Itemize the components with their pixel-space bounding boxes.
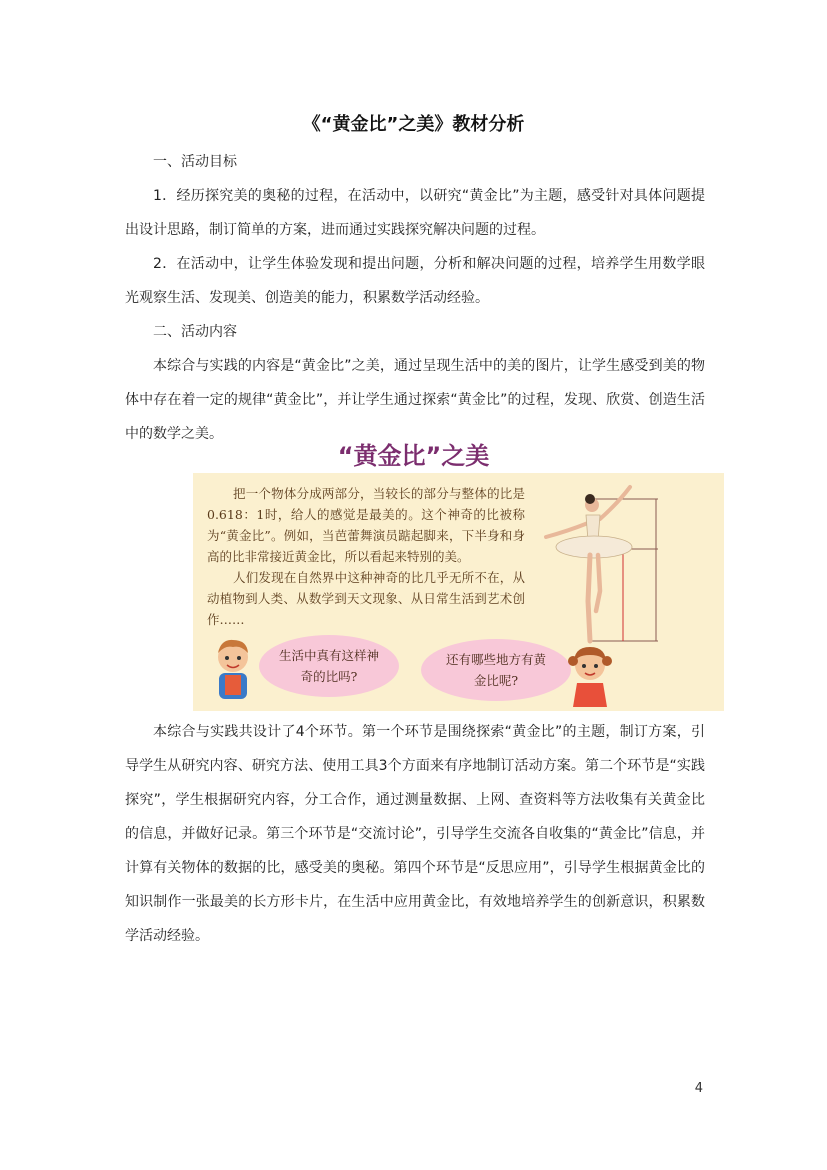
section-heading-goals: 一、活动目标 (153, 154, 237, 170)
boy-illustration (207, 635, 259, 705)
figure-text (207, 483, 525, 630)
girl-illustration (565, 643, 615, 709)
girl-speech-text: 还有哪些地方有黄金比呢? (445, 652, 546, 688)
ballerina-illustration (528, 481, 678, 649)
content-paragraph-2: 本综合与实践共设计了4个环节。第一个环节是围绕探索“黄金比”的主题，制订方案，引导学生从研究内容、研究方法、使用工具3个方面来有序地制订活动方案。第二个环节是“实践探究”，学生根据研究内容，分工合作，通过测量数据、上网、查资料等方法收集有关黄金比的信息，并做好记录。第三个环节是“交流讨论”，引导学生交流各自收集的“黄金比”信息，并计算有关物体的数据的比，感受美的奥秘。第四个环节是“反思应用”，引导学生根据黄金比的知识制作一张最美的长方形卡片，在生活中应用黄金比，有效地培养学生的创新意识，积累数学活动经验。 (125, 724, 705, 944)
boy-speech-bubble (259, 635, 399, 697)
figure-text-paragraph-2: 人们发现在自然界中这种神奇的比几乎无所不在，从动植物到人类、从数学到天文现象、从日常生活到艺术创作…… (207, 570, 525, 627)
section-heading-content: 二、活动内容 (153, 324, 237, 340)
goal-paragraph-2: 2．在活动中，让学生体验发现和提出问题，分析和解决问题的过程，培养学生用数学眼光观察生活、发现美、创造美的能力，积累数学活动经验。 (125, 256, 705, 306)
figure-text-paragraph-1: 把一个物体分成两部分，当较长的部分与整体的比是0.618：1时，给人的感觉是最美的。这个神奇的比被称为“黄金比”。例如，当芭蕾舞演员踮起脚来，下半身和身高的比非常接近黄金比，所以看起来特别的美。 (207, 486, 525, 564)
document-title: 《“黄金比”之美》教材分析 (302, 114, 525, 135)
golden-ratio-figure (193, 473, 724, 711)
figure-title: “黄金比”之美 (337, 442, 490, 470)
page-number: 4 (694, 1081, 703, 1096)
goal-paragraph-1: 1．经历探究美的奥秘的过程，在活动中，以研究“黄金比”为主题，感受针对具体问题提出设计思路，制订简单的方案，进而通过实践探究解决问题的过程。 (125, 188, 705, 238)
girl-speech-bubble (421, 639, 571, 701)
boy-speech-text: 生活中真有这样神奇的比吗? (279, 648, 380, 684)
content-paragraph-1: 本综合与实践的内容是“黄金比”之美，通过呈现生活中的美的图片，让学生感受到美的物体中存在着一定的规律“黄金比”，并让学生通过探索“黄金比”的过程，发现、欣赏、创造生活中的数学之美。 (125, 358, 705, 442)
